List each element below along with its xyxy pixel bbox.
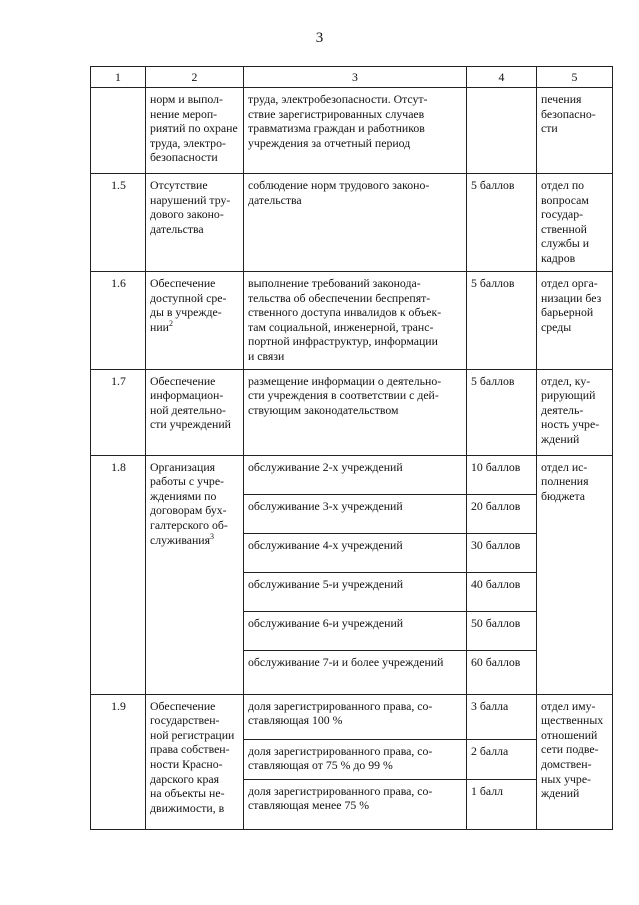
criterion-text: обслуживание 6-и учреждений [244,611,467,650]
points-value: 5 баллов [467,272,537,370]
indicator-name: Отсутствие нарушений тру- дового законо- дательства [146,174,244,272]
points-value: 60 баллов [467,650,537,694]
points-value: 5 баллов [467,369,537,455]
page-number: 3 [315,30,324,46]
table-row [91,174,613,272]
column-header: 3 [244,67,467,88]
points-value: 20 баллов [467,494,537,533]
points-value: 5 баллов [467,174,537,272]
points-value [467,88,537,174]
criterion-text: доля зарегистрированного права, со- ставляющая менее 75 % [244,779,467,829]
criterion-text: обслуживание 2-х учреждений [244,455,467,494]
points-value: 1 балл [467,779,537,829]
row-number: 1.6 [91,272,146,370]
indicator-name: Обеспечение государствен- ной регистрации права собствен- ности Красно- дарского края на объекты не- движимости, в [146,694,244,829]
footnote-mark: 2 [168,318,173,328]
row-number: 1.8 [91,455,146,694]
responsible-dept: отдел ис- полнения бюджета [537,455,613,694]
table-header-row [91,67,613,88]
criteria-table [90,66,613,830]
points-value: 50 баллов [467,611,537,650]
column-header: 2 [146,67,244,88]
criterion-text: обслуживание 4-х учреждений [244,533,467,572]
row-number [91,88,146,174]
indicator-name-text: Организация работы с учре- ждениями по договорам бух- галтерского об- служивания [150,459,228,547]
points-value: 30 баллов [467,533,537,572]
responsible-dept: отдел по вопросам государ- ственной службы и кадров [537,174,613,272]
points-value: 40 баллов [467,572,537,611]
points-value: 10 баллов [467,455,537,494]
column-header: 1 [91,67,146,88]
points-value: 3 балла [467,694,537,739]
responsible-dept: отдел орга- низации без барьерной среды [537,272,613,370]
criterion-text: труда, электробезопасности. Отсут- ствие зарегистрированных случаев травматизма граждан и работников учреждения за отчетный период [244,88,467,174]
criterion-text: обслуживание 3-х учреждений [244,494,467,533]
criterion-text: обслуживание 5-и учреждений [244,572,467,611]
criterion-text: доля зарегистрированного права, со- ставляющая 100 % [244,694,467,739]
indicator-name [146,455,244,694]
points-value: 2 балла [467,739,537,779]
row-number: 1.7 [91,369,146,455]
criterion-text: размещение информации о деятельно- сти учреждения в соответствии с дей- ствующим законодательством [244,369,467,455]
column-header: 5 [537,67,613,88]
criterion-text: соблюдение норм трудового законо- дательства [244,174,467,272]
row-number: 1.9 [91,694,146,829]
table-row [91,272,613,370]
column-header: 4 [467,67,537,88]
table-row [91,455,613,494]
footnote-mark: 3 [210,531,215,541]
criterion-text: доля зарегистрированного права, со- ставляющая от 75 % до 99 % [244,739,467,779]
indicator-name: норм и выпол- нение мероп- риятий по охране труда, электро- безопасности [146,88,244,174]
indicator-name: Обеспечение информацион- ной деятельно- сти учреждений [146,369,244,455]
table-row [91,694,613,739]
criterion-text: выполнение требований законода- тельства об обеспечении беспрепят- ственного доступа инвалидов к объек- там социальной, инженерной, транс- портной инфраструктур, информации и связи [244,272,467,370]
table-row [91,88,613,174]
criterion-text: обслуживание 7-и и более учреждений [244,650,467,694]
responsible-dept: отдел иму- щественных отношений сети подве- домствен- ных учре- ждений [537,694,613,829]
row-number: 1.5 [91,174,146,272]
indicator-name [146,272,244,370]
responsible-dept: печения безопасно- сти [537,88,613,174]
responsible-dept: отдел, ку- рирующий деятель- ность учре- ждений [537,369,613,455]
indicator-name-text: Обеспечение доступной сре- ды в учрежде- нии [150,276,227,334]
table-row [91,369,613,455]
